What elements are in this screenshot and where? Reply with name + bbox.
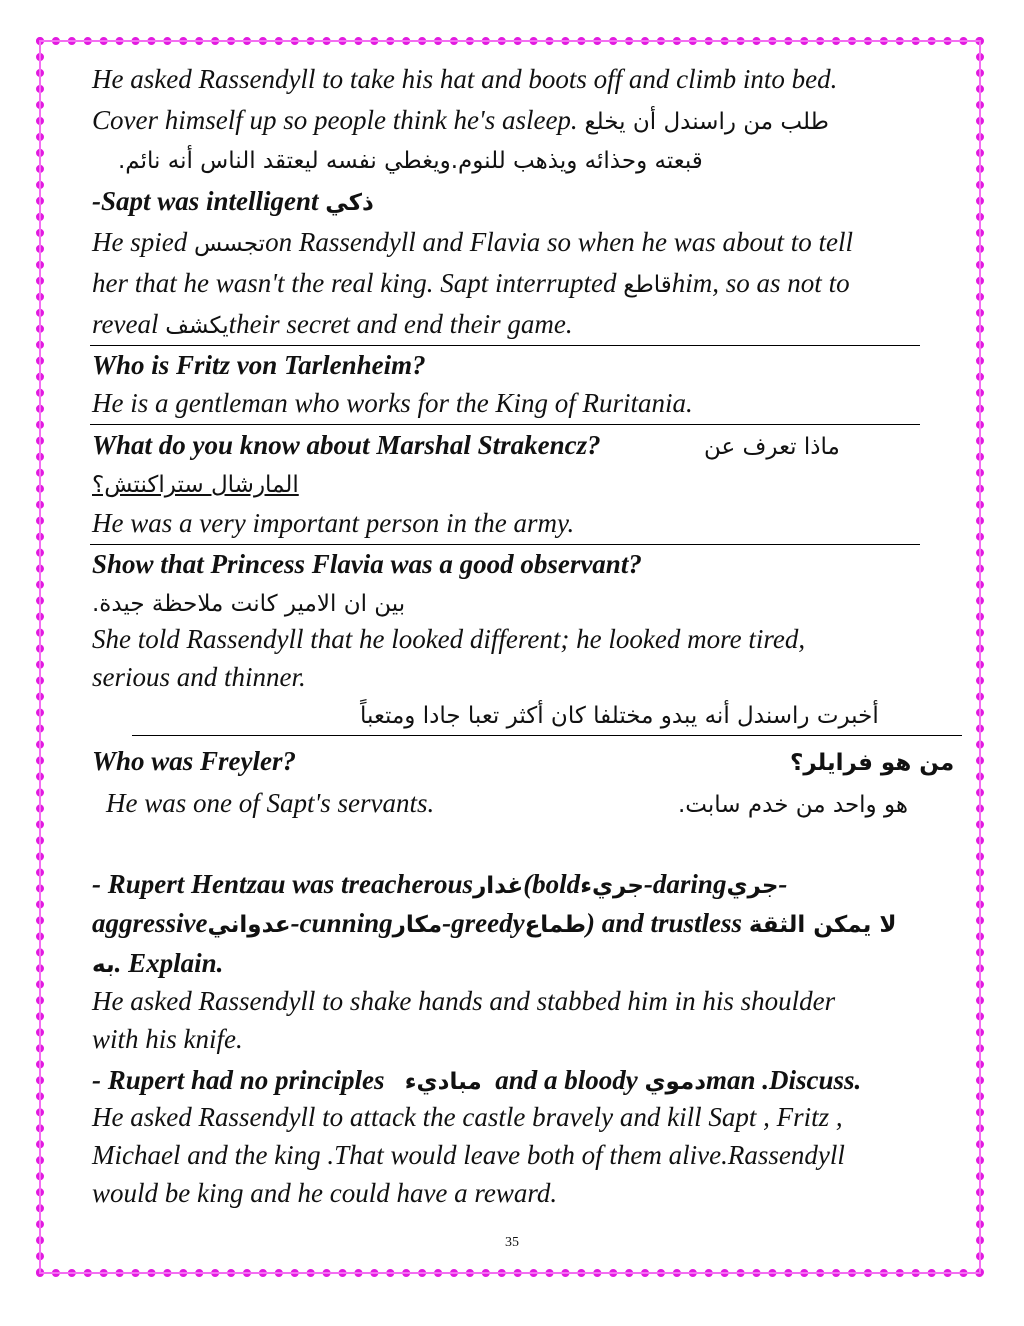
answer-line: [106, 786, 434, 820]
heading-text: and a bloody: [495, 1065, 638, 1095]
heading-text: -cunning: [290, 908, 393, 938]
question-heading: [92, 1063, 861, 1099]
divider: [90, 424, 920, 425]
text-run: He asked Rassendyll to take his hat and boots off and climb into bed.: [92, 64, 838, 94]
text-run: Michael and the king .That would leave both of them alive.Rassendyll: [92, 1140, 845, 1170]
text-run: reveal: [92, 309, 166, 339]
answer-line: [92, 660, 306, 694]
answer-line: [92, 1022, 243, 1056]
text-run: their secret and end their game.: [228, 309, 573, 339]
divider: [132, 735, 962, 736]
text-run: serious and thinner.: [92, 662, 306, 692]
heading-text: -greedy: [442, 908, 525, 938]
heading-text: Who is Fritz von Tarlenheim?: [92, 350, 426, 380]
arabic-text: دموي: [644, 1069, 707, 1095]
heading-text: Who was Freyler?: [92, 746, 297, 776]
arabic-text: يكشف: [165, 313, 229, 339]
answer-line: [92, 622, 805, 656]
text-run: He asked Rassendyll to shake hands and stabbed him in his shoulder: [92, 986, 836, 1016]
text-run: He is a gentleman who works for the King of Ruritania.: [92, 388, 693, 418]
text-run: He asked Rassendyll to attack the castle bravely and kill Sapt , Fritz ,: [92, 1102, 843, 1132]
heading-line: [92, 184, 374, 220]
heading-text: aggressive: [92, 908, 208, 938]
heading-text: ) and trustless: [586, 908, 743, 938]
question-heading: [92, 348, 426, 382]
text-line: [92, 225, 853, 261]
arabic-text: قاطع: [623, 272, 672, 298]
heading-text: Show that Princess Flavia was a good observant?: [92, 549, 642, 579]
answer-line: [92, 506, 574, 540]
arabic-text: بين ان الامير كانت ملاحظة جيدة.: [92, 591, 406, 617]
arabic-text: من هو فرايلر؟: [790, 750, 955, 776]
text-line: [92, 266, 850, 302]
arabic-text: جري: [726, 873, 779, 899]
question-heading: [92, 428, 601, 462]
arabic-text: لا يمكن الثقة: [748, 912, 897, 938]
arabic-text: طلب من راسندل أن يخلع: [584, 109, 829, 135]
text-line: [92, 466, 299, 502]
heading-text: What do you know about Marshal Strakencz?: [92, 430, 601, 460]
question-heading: [92, 906, 897, 942]
arabic-text: ذكي: [325, 190, 374, 216]
text-run: He was a very important person in the army.: [92, 508, 575, 538]
arabic-text: مكار: [392, 912, 443, 938]
heading-text: . Explain.: [114, 948, 224, 978]
heading-text: - Rupert Hentzau was treacherous: [92, 869, 474, 899]
arabic-text: أخبرت راسندل أنه يبدو مختلفا كان أكثر تعبا جادا ومتعباً: [360, 703, 879, 729]
text-line: [790, 744, 954, 780]
question-heading: [92, 867, 787, 903]
text-run: her that he wasn't the real king. Sapt interrupted: [92, 268, 624, 298]
arabic-text: المارشال ستراكنتش؟: [92, 472, 299, 498]
arabic-text: قبعته وحذائه ويذهب للنوم.ويغطي نفسه ليعتقد الناس أنه نائم.: [118, 148, 703, 174]
text-line: [118, 142, 703, 178]
answer-line: [92, 984, 835, 1018]
text-line: [704, 428, 840, 464]
heading-text: man .Discuss.: [706, 1065, 862, 1095]
divider: [90, 345, 920, 346]
arabic-text: عدواني: [207, 912, 291, 938]
heading-text: -: [778, 869, 788, 899]
arabic-text: مباديء: [404, 1069, 482, 1095]
question-heading: [92, 744, 296, 778]
arabic-text: به: [92, 952, 115, 978]
text-line: [92, 307, 573, 343]
question-heading: [92, 946, 223, 982]
heading-text: - Rupert had no principles: [92, 1065, 385, 1095]
answer-line: [92, 386, 693, 420]
arabic-text: ماذا تعرف عن: [704, 434, 840, 460]
text-run: She told Rassendyll that he looked different; he looked more tired,: [92, 624, 806, 654]
text-line: [92, 103, 829, 139]
text-run: He spied: [92, 227, 194, 257]
text-run: with his knife.: [92, 1024, 243, 1054]
question-heading: [92, 547, 642, 581]
arabic-text: جريء: [580, 873, 644, 899]
text-run: on Rassendyll and Flavia so when he was about to tell: [265, 227, 854, 257]
arabic-text: هو واحد من خدم سابت.: [678, 792, 908, 818]
text-run: Cover himself up so people think he's asleep.: [92, 105, 578, 135]
text-line: [360, 697, 879, 733]
divider: [90, 544, 920, 545]
text-run: would be king and he could have a reward.: [92, 1178, 558, 1208]
heading-text: (bold: [523, 869, 581, 899]
arabic-text: تجسس: [193, 231, 266, 257]
arabic-text: غدار: [473, 873, 524, 899]
arabic-text: طماع: [524, 912, 587, 938]
answer-line: [92, 1138, 845, 1172]
text-run: He was one of Sapt's servants.: [106, 788, 435, 818]
text-line: [92, 585, 405, 621]
text-line: [92, 62, 837, 96]
heading-text: -daring: [643, 869, 727, 899]
page-number: 35: [505, 1235, 519, 1250]
text-run: him, so as not to: [671, 268, 850, 298]
text-line: [678, 786, 908, 822]
heading-text: -Sapt was intelligent: [92, 186, 319, 216]
answer-line: [92, 1176, 557, 1210]
answer-line: [92, 1100, 843, 1134]
